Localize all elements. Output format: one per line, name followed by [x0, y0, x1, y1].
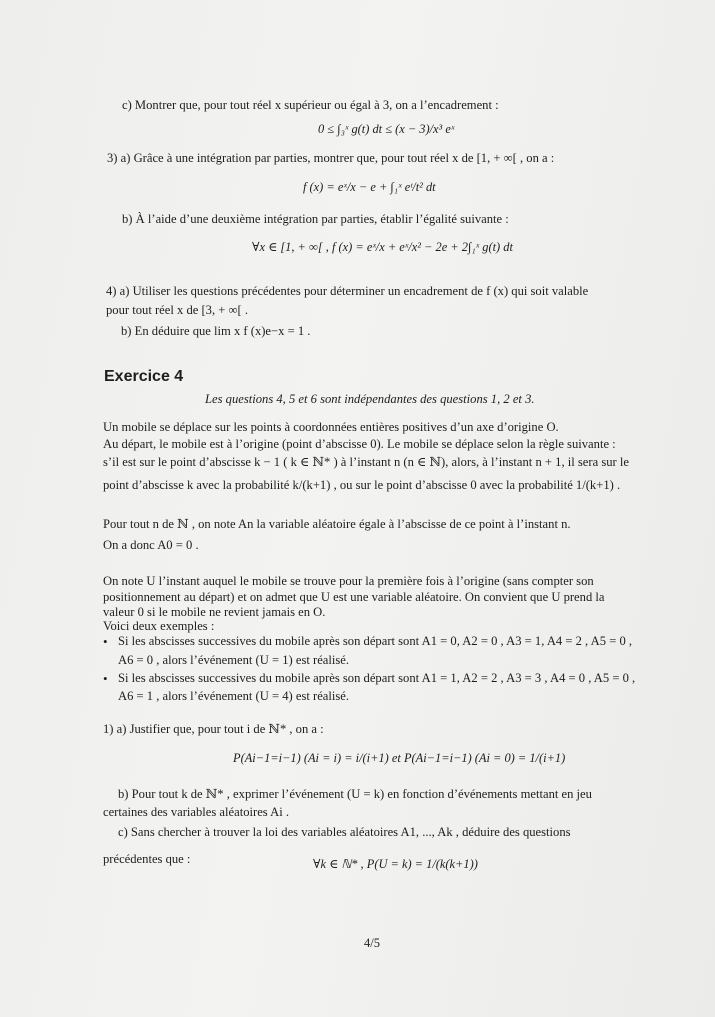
- question-1b-cont: certaines des variables aléatoires Ai .: [103, 805, 290, 819]
- question-3b: b) À l’aide d’une deuxième intégration par parties, établir l’égalité suivante :: [122, 212, 509, 226]
- examples-heading: Voici deux exemples :: [103, 619, 215, 633]
- question-2c: c) Montrer que, pour tout réel x supérieur ou égal à 3, on a l’encadrement :: [122, 98, 499, 112]
- question-4b: b) En déduire que lim x f (x)e−x = 1 .: [121, 324, 311, 338]
- statement-line-4: point d’abscisse k avec la probabilité k/(k+1) , ou sur le point d’abscisse 0 avec la probabilité 1/(k+1) .: [103, 478, 621, 492]
- equation-f-second: ∀x ∈ [1, + ∞[ , f (x) = eˣ/x + eˣ/x² − 2e + 2∫₁ˣ g(t) dt: [252, 240, 513, 254]
- statement-A0: On a donc A0 = 0 .: [103, 538, 199, 552]
- example-1: Si les abscisses successives du mobile après son départ sont A1 = 0, A2 = 0 , A3 = 1, A4 = 2 , A5 = 0 ,: [118, 634, 633, 648]
- definition-U-2: positionnement au départ) et on admet que U est une variable aléatoire. On convient que U prend la: [103, 590, 605, 604]
- page-number: 4/5: [364, 936, 380, 950]
- bullet-icon: •: [103, 671, 108, 686]
- example-1-cont: A6 = 0 , alors l’événement (U = 1) est réalisé.: [118, 653, 350, 667]
- example-2-cont: A6 = 1 , alors l’événement (U = 4) est réalisé.: [118, 689, 350, 703]
- bullet-icon: •: [103, 634, 108, 649]
- intro-note: Les questions 4, 5 et 6 sont indépendantes des questions 1, 2 et 3.: [205, 392, 535, 406]
- question-1c-cont: précédentes que :: [103, 852, 191, 866]
- definition-U-1: On note U l’instant auquel le mobile se trouve pour la première fois à l’origine (sans compter son: [103, 574, 594, 588]
- example-2: Si les abscisses successives du mobile après son départ sont A1 = 1, A2 = 2 , A3 = 3 , A4 = 0 , A5 = 0 ,: [118, 671, 636, 685]
- question-4a: 4) a) Utiliser les questions précédentes pour déterminer un encadrement de f (x) qui soit valable: [106, 284, 589, 298]
- question-1a: 1) a) Justifier que, pour tout i de ℕ* , on a :: [103, 722, 324, 736]
- statement-line-2: Au départ, le mobile est à l’origine (point d’abscisse 0). Le mobile se déplace selon la règle suivante :: [103, 437, 616, 451]
- question-1b: b) Pour tout k de ℕ* , exprimer l’événement (U = k) en fonction d’événements mettant en jeu: [118, 787, 592, 801]
- statement-line-3: s’il est sur le point d’abscisse k − 1 ( k ∈ ℕ* ) à l’instant n (n ∈ ℕ), alors, à l’instant n + 1, il sera sur le: [103, 455, 629, 469]
- equation-transitions: P(Ai−1=i−1) (Ai = i) = i/(i+1) et P(Ai−1=i−1) (Ai = 0) = 1/(i+1): [233, 751, 566, 765]
- question-4a-cont: pour tout réel x de [3, + ∞[ .: [106, 303, 248, 317]
- equation-f-parts: f (x) = eˣ/x − e + ∫₁ˣ eᵗ/t² dt: [303, 180, 436, 194]
- equation-bound-g: 0 ≤ ∫₃ˣ g(t) dt ≤ (x − 3)/x³ eˣ: [318, 122, 455, 136]
- statement-An: Pour tout n de ℕ , on note An la variable aléatoire égale à l’abscisse de ce point à l’instant n.: [103, 517, 571, 531]
- statement-line-1: Un mobile se déplace sur les points à coordonnées entières positives d’un axe d’origine O.: [103, 420, 559, 434]
- definition-U-3: valeur 0 si le mobile ne revient jamais en O.: [103, 605, 326, 619]
- exercise-title: Exercice 4: [104, 368, 184, 385]
- equation-law-U: ∀k ∈ ℕ* , P(U = k) = 1/(k(k+1)): [313, 857, 478, 871]
- question-1c: c) Sans chercher à trouver la loi des variables aléatoires A1, ..., Ak , déduire des questions: [118, 825, 571, 839]
- question-3a: 3) a) Grâce à une intégration par parties, montrer que, pour tout réel x de [1, + ∞[ , on a :: [107, 151, 555, 165]
